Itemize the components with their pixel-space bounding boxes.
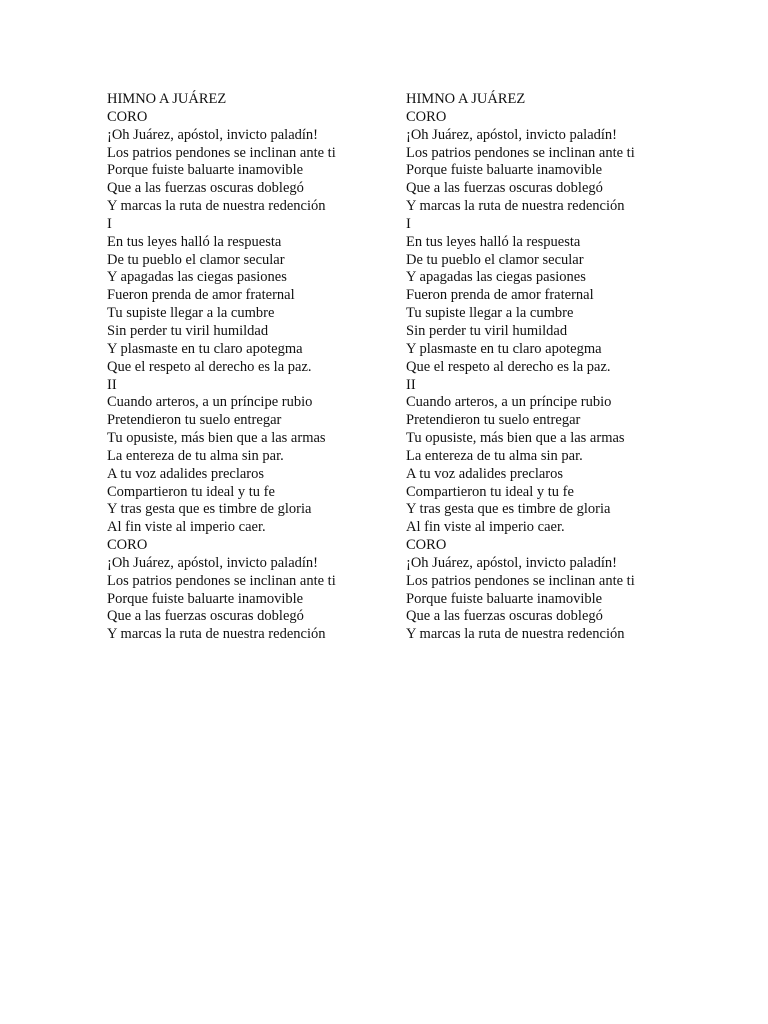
lyric-line: I bbox=[406, 215, 411, 232]
lyric-line: Porque fuiste baluarte inamovible bbox=[406, 590, 603, 607]
lyric-line: Tu opusiste, más bien que a las armas bbox=[107, 430, 326, 447]
lyrics-column-right bbox=[406, 91, 706, 644]
lyric-line: Sin perder tu viril humildad bbox=[406, 322, 568, 339]
lyric-line: Tu supiste llegar a la cumbre bbox=[406, 305, 574, 322]
lyric-line: Fueron prenda de amor fraternal bbox=[107, 287, 295, 304]
lyric-line: Cuando arteros, a un príncipe rubio bbox=[107, 394, 313, 411]
lyric-line: Y tras gesta que es timbre de gloria bbox=[406, 501, 611, 518]
lyric-line: Y marcas la ruta de nuestra redención bbox=[406, 198, 625, 215]
lyric-line: Que el respeto al derecho es la paz. bbox=[406, 358, 611, 375]
lyrics-column-left bbox=[107, 91, 407, 644]
lyric-line: A tu voz adalides preclaros bbox=[107, 465, 265, 482]
lyric-line: Sin perder tu viril humildad bbox=[107, 322, 269, 339]
lyric-line: Y apagadas las ciegas pasiones bbox=[107, 269, 287, 286]
lyric-line: Al fin viste al imperio caer. bbox=[406, 519, 565, 536]
lyric-line: Y marcas la ruta de nuestra redención bbox=[406, 626, 625, 643]
lyric-line: ¡Oh Juárez, apóstol, invicto paladín! bbox=[406, 126, 617, 143]
lyric-line: CORO bbox=[107, 537, 148, 554]
lyric-line: Cuando arteros, a un príncipe rubio bbox=[406, 394, 612, 411]
lyric-line: CORO bbox=[107, 108, 148, 125]
lyric-line: Que a las fuerzas oscuras doblegó bbox=[107, 608, 304, 625]
lyric-line: Los patrios pendones se inclinan ante ti bbox=[107, 144, 336, 161]
lyric-line: Que a las fuerzas oscuras doblegó bbox=[406, 608, 603, 625]
lyric-line: Y plasmaste en tu claro apotegma bbox=[107, 340, 303, 357]
lyric-line: Que el respeto al derecho es la paz. bbox=[107, 358, 312, 375]
lyric-line: Pretendieron tu suelo entregar bbox=[107, 412, 282, 429]
lyric-line: Al fin viste al imperio caer. bbox=[107, 519, 266, 536]
lyric-line: CORO bbox=[406, 537, 447, 554]
lyric-line: De tu pueblo el clamor secular bbox=[406, 251, 584, 268]
lyric-line: La entereza de tu alma sin par. bbox=[107, 447, 284, 464]
lyric-line: La entereza de tu alma sin par. bbox=[406, 447, 583, 464]
lyric-line: ¡Oh Juárez, apóstol, invicto paladín! bbox=[107, 554, 318, 571]
lyric-line: Porque fuiste baluarte inamovible bbox=[107, 162, 304, 179]
lyric-line: Porque fuiste baluarte inamovible bbox=[406, 162, 603, 179]
lyric-line: Porque fuiste baluarte inamovible bbox=[107, 590, 304, 607]
lyric-line: Que a las fuerzas oscuras doblegó bbox=[406, 180, 603, 197]
lyric-line: Pretendieron tu suelo entregar bbox=[406, 412, 581, 429]
lyric-line: Y apagadas las ciegas pasiones bbox=[406, 269, 586, 286]
lyric-line: A tu voz adalides preclaros bbox=[406, 465, 564, 482]
lyric-line: Compartieron tu ideal y tu fe bbox=[107, 483, 275, 500]
lyric-line: Y plasmaste en tu claro apotegma bbox=[406, 340, 602, 357]
lyric-line: Que a las fuerzas oscuras doblegó bbox=[107, 180, 304, 197]
lyric-line: En tus leyes halló la respuesta bbox=[107, 233, 282, 250]
lyric-line: Compartieron tu ideal y tu fe bbox=[406, 483, 574, 500]
lyric-line: Los patrios pendones se inclinan ante ti bbox=[406, 144, 635, 161]
lyric-line: II bbox=[107, 376, 117, 393]
lyric-line: Tu supiste llegar a la cumbre bbox=[107, 305, 275, 322]
lyric-line: Y marcas la ruta de nuestra redención bbox=[107, 198, 326, 215]
lyric-line: CORO bbox=[406, 108, 447, 125]
lyric-line: ¡Oh Juárez, apóstol, invicto paladín! bbox=[107, 126, 318, 143]
lyric-line: Fueron prenda de amor fraternal bbox=[406, 287, 594, 304]
lyric-line: Los patrios pendones se inclinan ante ti bbox=[107, 572, 336, 589]
lyric-line: I bbox=[107, 215, 112, 232]
hymn-title: HIMNO A JUÁREZ bbox=[406, 91, 526, 107]
lyric-line: Y tras gesta que es timbre de gloria bbox=[107, 501, 312, 518]
lyric-line: Tu opusiste, más bien que a las armas bbox=[406, 430, 625, 447]
lyric-line: Los patrios pendones se inclinan ante ti bbox=[406, 572, 635, 589]
lyric-line: Y marcas la ruta de nuestra redención bbox=[107, 626, 326, 643]
lyric-line: ¡Oh Juárez, apóstol, invicto paladín! bbox=[406, 554, 617, 571]
hymn-title: HIMNO A JUÁREZ bbox=[107, 91, 227, 107]
lyric-line: De tu pueblo el clamor secular bbox=[107, 251, 285, 268]
lyric-line: II bbox=[406, 376, 416, 393]
lyric-line: En tus leyes halló la respuesta bbox=[406, 233, 581, 250]
